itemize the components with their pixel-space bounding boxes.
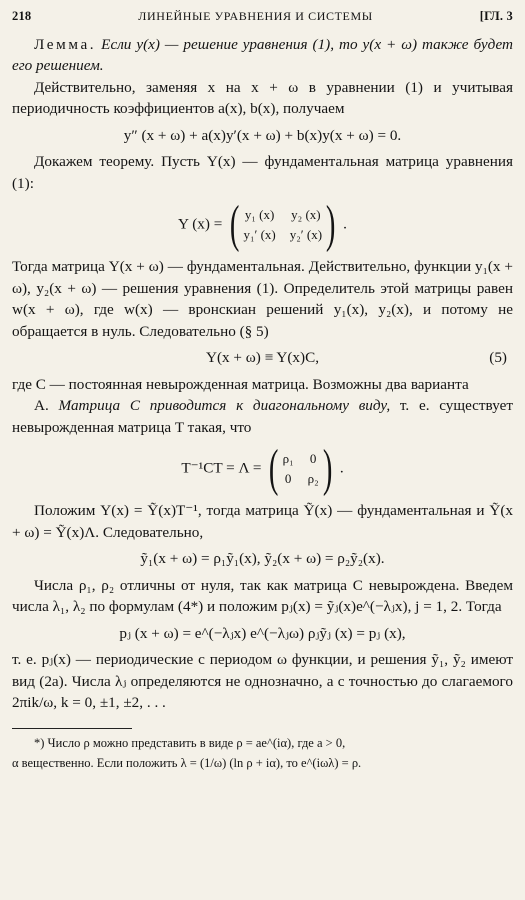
matrix-cell: y₁ (x) <box>244 207 275 222</box>
paragraph-5: Положим Y(x) = Ỹ(x)T⁻¹, тогда матрица Ỹ(x) — фундаментальная и Ỹ(x + ω) = Ỹ(x)Λ. Следовательно, <box>12 502 513 541</box>
equation-6: ỹ₁(x + ω) = ρ₁ỹ₁(x), ỹ₂(x + ω) = ρ₂ỹ₂(x). <box>140 550 385 567</box>
matrix-cell: y₂ (x) <box>291 207 321 222</box>
page-number: 218 <box>12 9 32 23</box>
equation-5 <box>12 347 513 369</box>
lemma <box>12 34 513 77</box>
matrix-cell: ρ₂ <box>307 471 319 486</box>
lemma-statement: Если y(x) — решение уравнения (1), то y(x + ω) также будет его решением. <box>12 35 513 74</box>
footnote-line-2: α вещественно. Если положить λ = (1/ω) (ln ρ + iα), то e^(iωλ) = ρ. <box>12 755 362 770</box>
matrix-y: ( y₁ (x) y₂ (x) y₁′ (x) y₂′ (x) ) <box>230 196 336 253</box>
paragraph-2: Докажем теорему. Пусть Y(x) — фундаментальная матрица уравнения (1): <box>12 153 513 192</box>
equation-diagonal: T⁻¹CT = Λ = ( ρ₁ 0 0 ρ₂ ) . <box>181 440 344 497</box>
equation-number: (5) <box>489 349 507 366</box>
case-a-italic: Матрица C приводится к диагональному виду, <box>58 397 391 414</box>
equation-7: pⱼ (x + ω) = e^(−λⱼx) e^(−λⱼω) ρⱼỹⱼ (x) = pⱼ (x), <box>119 624 406 642</box>
running-header <box>12 6 513 28</box>
case-a <box>12 395 513 438</box>
equation-matrix-y: Y (x) = ( y₁ (x) y₂ (x) y₁′ (x) y₂′ (x) ) . <box>178 196 347 253</box>
footnote-line-1: *) Число ρ можно представить в виде ρ = ae^(iα), где a > 0, <box>34 735 346 750</box>
paragraph-7: т. е. pⱼ(x) — периодические с периодом ω функции, и решения ỹ₁, ỹ₂ имеют вид (2а). Числа λⱼ определяются не однозначно, а с точностью до слагаемого 2πik/ω, k = 0, ±1, ±2, . . . <box>12 651 513 711</box>
equation-1: y″ (x + ω) + a(x)y′(x + ω) + b(x)y(x + ω) = 0. <box>123 126 402 144</box>
equation-5-body: Y(x + ω) ≡ Y(x)C, <box>205 349 320 366</box>
case-a-rest: т. е. существует невырожденная матрица T такая, что <box>12 397 513 436</box>
matrix-cell: y₂′ (x) <box>289 227 323 242</box>
paragraph-3: Тогда матрица Y(x + ω) — фундаментальная. Действительно, функции y₁(x + ω), y₂(x + ω) — решения уравнения (1). Определитель этой матрицы равен w(x + ω), где w(x) — вронскиан решений y₁(x), y₂(x), и потому не обращается в нуль. Следовательно (§ 5) <box>12 258 513 340</box>
matrix-lambda: ( ρ₁ 0 0 ρ₂ ) <box>269 440 333 497</box>
matrix-cell: 0 <box>309 451 317 466</box>
matrix-cell: ρ₁ <box>282 451 294 466</box>
chapter-marker: [ГЛ. 3 <box>479 9 513 23</box>
lemma-label: Лемма. <box>34 35 97 53</box>
matrix-cell: 0 <box>284 471 292 486</box>
paragraph-1: Действительно, заменяя x на x + ω в уравнении (1) и учитывая периодичность коэффициентов a(x), b(x), получаем <box>12 78 513 117</box>
paragraph-4: где C — постоянная невырожденная матрица. Возможны два варианта <box>12 375 469 393</box>
running-title: ЛИНЕЙНЫЕ УРАВНЕНИЯ И СИСТЕМЫ <box>138 9 373 23</box>
matrix-y-lhs: Y (x) = <box>178 215 223 233</box>
diagonal-lhs: T⁻¹CT = Λ = <box>181 459 262 477</box>
matrix-cell: y₁′ (x) <box>243 227 276 242</box>
case-a-label: А. <box>34 397 49 414</box>
footnote-rule <box>12 728 132 729</box>
paragraph-6: Числа ρ₁, ρ₂ отличны от нуля, так как матрица C невырождена. Введем числа λ₁, λ₂ по формулам (4*) и положим pⱼ(x) = ỹⱼ(x)e^(−λⱼx), j = 1, 2. Тогда <box>12 576 513 615</box>
